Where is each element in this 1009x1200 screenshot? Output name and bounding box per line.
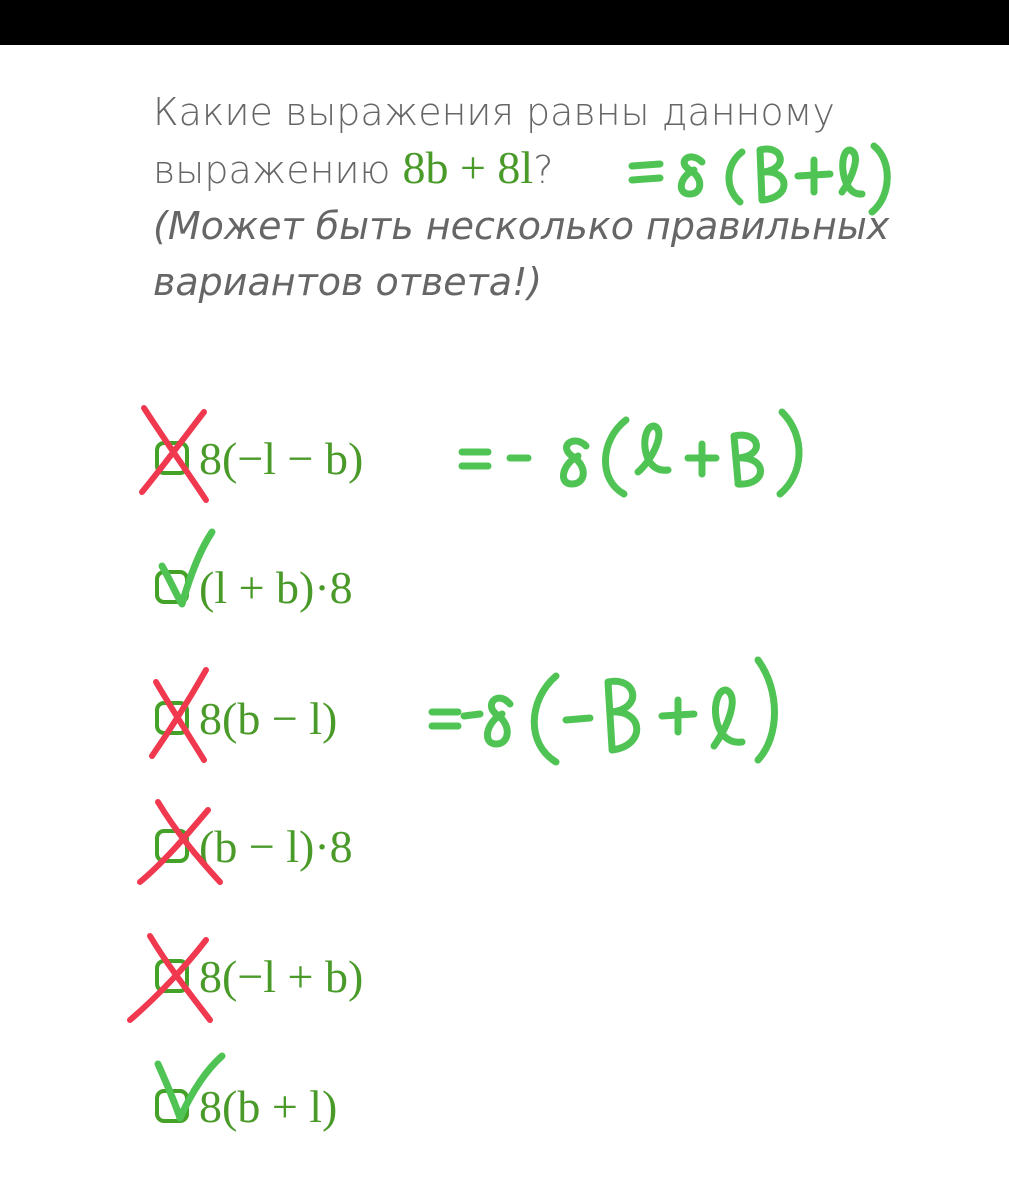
option-1[interactable] [155, 428, 363, 488]
option-2[interactable] [155, 557, 353, 617]
question-text [153, 84, 933, 310]
hint-line-1: (Может быть несколько правильных [153, 204, 890, 248]
option-5-checkbox[interactable] [155, 959, 189, 993]
question-expression: 8b + 8l [402, 142, 534, 193]
top-bar [0, 0, 1009, 45]
question-line-2 [153, 140, 933, 198]
option-1-label: 8(−l − b) [199, 432, 364, 484]
option-4-checkbox[interactable] [155, 829, 189, 863]
option-5[interactable] [155, 946, 363, 1006]
option-3-checkbox[interactable] [155, 701, 189, 735]
question-mark: ? [533, 148, 554, 192]
option-2-label: (l + b)·8 [199, 561, 353, 613]
option-4[interactable] [155, 816, 353, 876]
question-line-1: Какие выражения равны данному [153, 90, 835, 134]
question-prefix: выражению [153, 148, 391, 192]
option-3-label: 8(b − l) [199, 692, 338, 744]
option-6-checkbox[interactable] [155, 1089, 189, 1123]
option-3[interactable] [155, 688, 337, 748]
option-5-label: 8(−l + b) [199, 950, 364, 1002]
option-6-label: 8(b + l) [199, 1080, 338, 1132]
option-2-checkbox[interactable] [155, 570, 189, 604]
option-4-label: (b − l)·8 [199, 820, 353, 872]
option-3-note-ink [432, 660, 775, 762]
hint-line-2: вариантов ответа!) [153, 260, 543, 304]
option-6[interactable] [155, 1076, 337, 1136]
option-1-checkbox[interactable] [155, 441, 189, 475]
option-1-note-ink [462, 412, 799, 494]
